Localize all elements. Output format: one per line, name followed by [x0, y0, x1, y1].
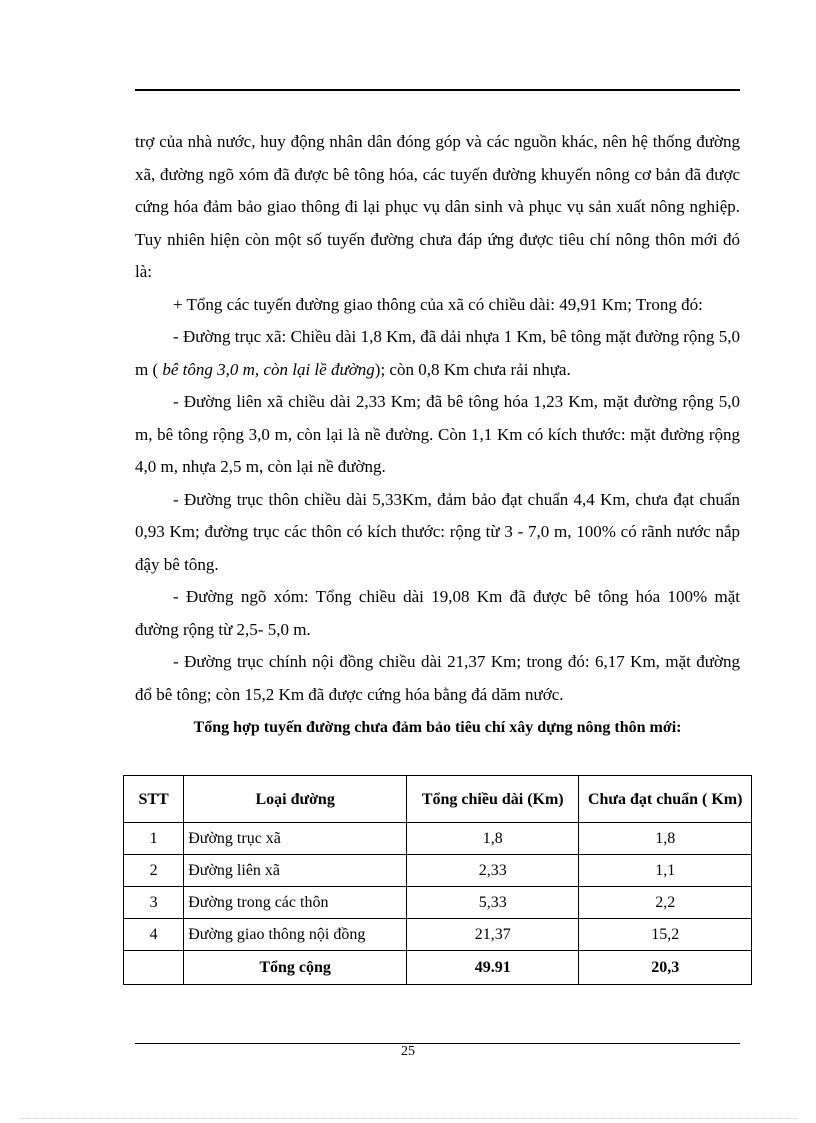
cell-total-length: 1,8 — [407, 823, 579, 855]
page-edge-dotted-line — [20, 1118, 796, 1119]
page-number: 25 — [401, 1044, 415, 1059]
cell-stt: 3 — [124, 887, 184, 919]
table-row — [124, 919, 752, 951]
cell-unmet: 1,8 — [579, 823, 752, 855]
commune-road-text-end: ); còn 0,8 Km chưa rải nhựa. — [374, 359, 571, 379]
table-row — [124, 887, 752, 919]
cell-stt: 4 — [124, 919, 184, 951]
cell-total-unmet-sum: 20,3 — [579, 951, 752, 985]
cell-stt: 1 — [124, 823, 184, 855]
header-road-type: Loại đường — [184, 776, 407, 823]
commune-road-text: - Đường trục xã: Chiều dài 1,8 Km, đã dải nhựa 1 Km, bê tông mặt đường rộng 5,0 m ( — [135, 327, 740, 379]
paragraph-inter-commune-road: - Đường liên xã chiều dài 2,33 Km; đã bê tông hóa 1,23 Km, mặt đường rộng 5,0 m, bê tông rộng 3,0 m, còn lại là nề đường. Còn 1,1 Km có kích thước: mặt đường rộng 4,0 m, nhựa 2,5 m, còn lại nề đường. — [135, 392, 740, 476]
table-total-row — [124, 951, 752, 985]
paragraph-intro: trợ của nhà nước, huy động nhân dân đóng góp và các nguồn khác, nên hệ thống đường xã, đường ngõ xóm đã được bê tông hóa, các tuyến đường khuyến nông cơ bản đã được cứng hóa đảm bảo giao thông đi lại phục vụ dân sinh và phục vụ sản xuất nông nghiệp. Tuy nhiên hiện còn một số tuyến đường chưa đáp ứng được tiêu chí nông thôn mới đó là: — [135, 132, 740, 281]
cell-unmet: 15,2 — [579, 919, 752, 951]
paragraph-field-road: - Đường trục chính nội đồng chiều dài 21,37 Km; trong đó: 6,17 Km, mặt đường đổ bê tông; còn 15,2 Km đã được cứng hóa bằng đá dăm nước. — [135, 652, 740, 704]
cell-road-type: Đường liên xã — [184, 855, 407, 887]
header-rule — [135, 89, 740, 91]
cell-total-length: 2,33 — [407, 855, 579, 887]
cell-road-type: Đường trong các thôn — [184, 887, 407, 919]
table-row — [124, 823, 752, 855]
table-header-row — [124, 776, 752, 823]
cell-stt: 2 — [124, 855, 184, 887]
cell-unmet: 2,2 — [579, 887, 752, 919]
cell-empty — [124, 951, 184, 985]
summary-table — [123, 775, 752, 985]
cell-total-label: Tổng cộng — [184, 951, 407, 985]
cell-road-type: Đường giao thông nội đồng — [184, 919, 407, 951]
paragraph-total-length: + Tổng các tuyến đường giao thông của xã có chiều dài: 49,91 Km; Trong đó: — [173, 294, 703, 314]
paragraph-commune-road — [135, 321, 740, 386]
header-unmet-standard: Chưa đạt chuẩn ( Km) — [579, 776, 752, 823]
cell-road-type: Đường trục xã — [184, 823, 407, 855]
header-stt: STT — [124, 776, 184, 823]
cell-total-length-sum: 49.91 — [407, 951, 579, 985]
table-title: Tổng hợp tuyến đường chưa đảm bảo tiêu chí xây dựng nông thôn mới: — [193, 719, 682, 736]
cell-total-length: 5,33 — [407, 887, 579, 919]
commune-road-italic: bê tông 3,0 m, còn lại lề đường — [162, 359, 375, 379]
cell-total-length: 21,37 — [407, 919, 579, 951]
cell-unmet: 1,1 — [579, 855, 752, 887]
header-total-length: Tổng chiều dài (Km) — [407, 776, 579, 823]
paragraph-village-road: - Đường trục thôn chiều dài 5,33Km, đảm bảo đạt chuẩn 4,4 Km, chưa đạt chuẩn 0,93 Km; đường trục các thôn có kích thước: rộng từ 3 - 7,0 m, 100% có rãnh nước nắp đậy bê tông. — [135, 489, 740, 574]
body-text — [135, 126, 740, 743]
table-row — [124, 855, 752, 887]
paragraph-alley-road: - Đường ngõ xóm: Tổng chiều dài 19,08 Km đã được bê tông hóa 100% mặt đường rộng từ 2,5- 5,0 m. — [135, 587, 740, 639]
